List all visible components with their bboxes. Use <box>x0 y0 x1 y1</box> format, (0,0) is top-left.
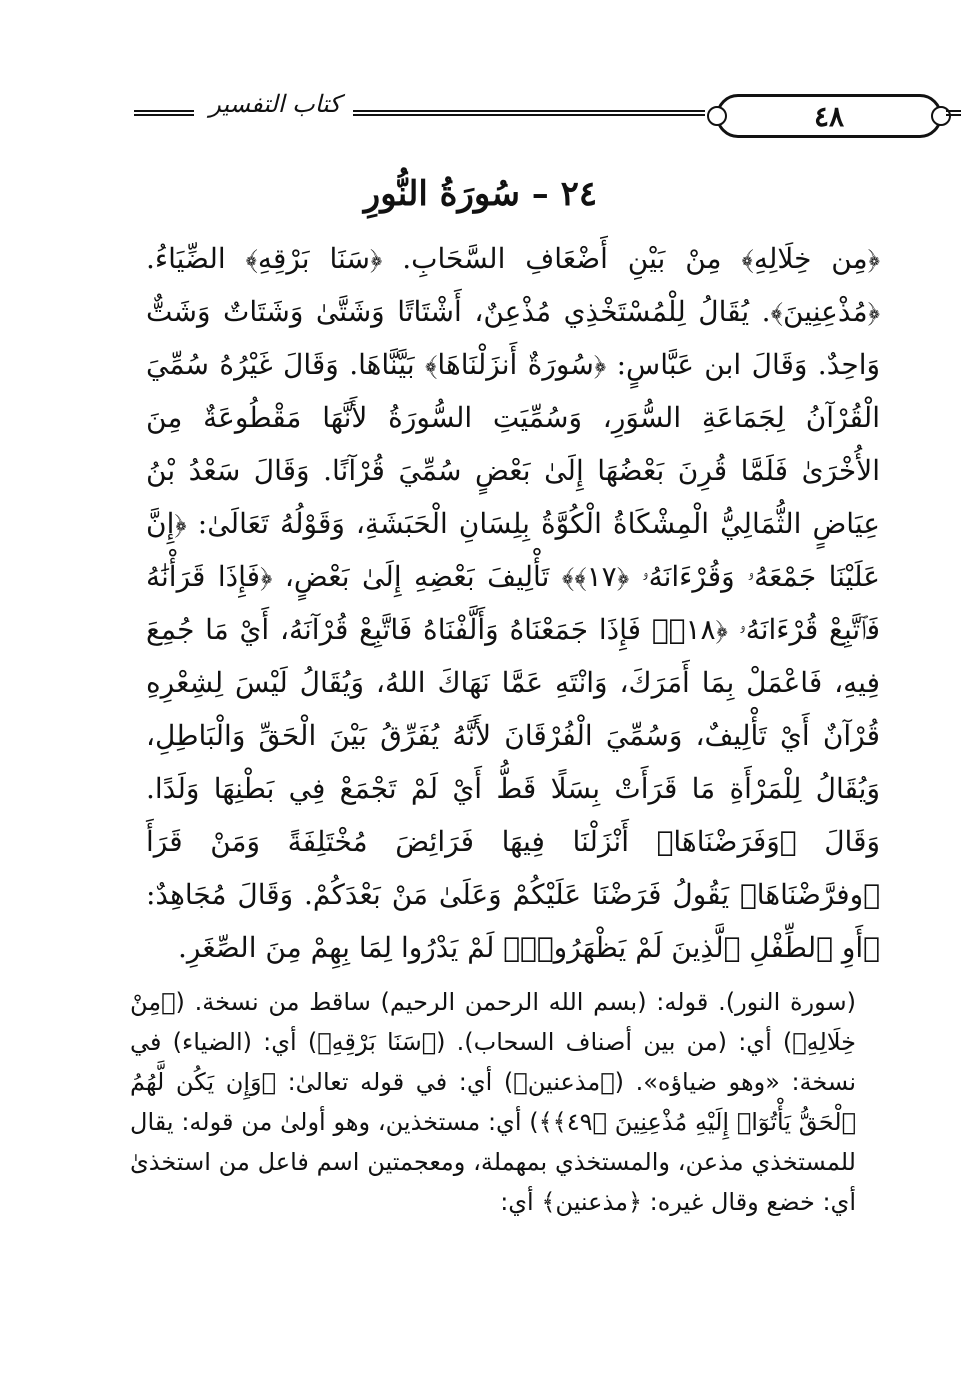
header-rule-middle <box>353 110 705 116</box>
main-text-paragraph: ﴿مِن خِلَالِهِ﴾ مِنْ بَيْنِ أَضْعَافِ السَّحَابِ. ﴿سَنَا بَرْقِهِ﴾ الضِّيَاءُ. ﴿مُذْعِنِينَ﴾. يُقَالُ لِلْمُسْتَخْذِي مُذْعِنٌ، أَشْتَاتًا وَشَتَّىٰ وَشَتَاتٌ وَشَتٌّ وَاحِدٌ. وَقَالَ ابن عَبَّاسٍ: ﴿سُورَةٌ أَنزَلْنَاهَا﴾ بَيَّنَّاهَا. وَقَالَ غَيْرُهُ سُمِّيَ الْقُرْآنُ لِجَمَاعَةِ السُّوَرِ، وَسُمِّيَتِ السُّورَةُ لأَنَّهَا مَقْطُوعَةٌ مِنَ الأُخْرَىٰ فَلَمَّا قُرِنَ بَعْضُهَا إِلَىٰ بَعْضٍ سُمِّيَ قُرْآنًا. وَقَالَ سَعْدُ بْنُ عِيَاضٍ الثُّمَالِيُّ الْمِشْكَاةُ الْكُوَّةُ بِلِسَانِ الْحَبَشَةِ، وَقَوْلُهُ تَعَالَىٰ: ﴿إِنَّ عَلَيْنَا جَمْعَهُۥ وَقُرْءَانَهُۥ ﴿١٧﴾﴾ تَأْلِيفَ بَعْضِهِ إِلَىٰ بَعْضٍ، ﴿فَإِذَا قَرَأْنَٰهُ فَٱتَّبِعْ قُرْءَانَهُۥ ﴿١٨﴾﴾ فَإِذَا جَمَعْنَاهُ وَأَلَّفْنَاهُ فَاتَّبِعْ قُرْآنَهُ، أَيْ مَا جُمِعَ فِيهِ، فَاعْمَلْ بِمَا أَمَرَكَ، وَانْتَهِ عَمَّا نَهَاكَ اللهُ، وَيُقَالُ لَيْسَ لِشِعْرِهِ قُرْآنٌ أَيْ تَأْلِيفٌ، وَسُمِّيَ الْفُرْقَانَ لأَنَّهُ يُفَرِّقُ بَيْنَ الْحَقِّ وَالْبَاطِلِ، وَيُقَالُ لِلْمَرْأَةِ مَا قَرَأَتْ بِسَلًا قَطُّ أَيْ لَمْ تَجْمَعْ فِي بَطْنِهَا وَلَدًا. وَقَالَ ﴿وَفَرَضْنَاهَا﴾ أَنْزَلْنَا فِيهَا فَرَائِضَ مُخْتَلِفَةً وَمَنْ قَرَأَ ﴿وفرَّضْنَاهَا﴾ يَقُولُ فَرَضْنَا عَلَيْكُمْ وَعَلَىٰ مَنْ بَعْدَكُمْ. وَقَالَ مُجَاهِدٌ: ﴿أَوِ ٱلطِّفْلِ ٱلَّذِينَ لَمْ يَظْهَرُوا۟﴾ لَمْ يَدْرُوا لِمَا بِهِمْ مِنَ الصِّغَرِ. <box>146 242 880 964</box>
commentary-block <box>130 982 856 1222</box>
page-header <box>128 78 845 148</box>
header-rule-right <box>946 110 961 116</box>
surah-title: ٢٤ – سُورَةُ النُّورِ <box>363 174 598 214</box>
page-number: ٤٨ <box>716 94 942 138</box>
header-rule-left <box>134 110 194 116</box>
hadith-text-block <box>146 232 880 974</box>
commentary-paragraph: (سورة النور). قوله: (بسم الله الرحمن الرحيم) ساقط من نسخة. (﴿مِنْ خِلَالِهِ﴾) أي: (من بين أصناف السحاب). (﴿سَنَا بَرْقِهِ﴾) أي: (الضياء) في نسخة: «وهو ضياؤه». (﴿مذعنين﴾) أي: في قوله تعالىٰ: ﴿وَإِن يَكُن لَّهُمُ ٱلْحَقُّ يَأْتُوٓا۟ إِلَيْهِ مُذْعِنِينَ ﴿٤٩﴾﴾) أي: مستخذين، وهو أولىٰ من قوله: يقال للمستخذي مذعن، والمستخذي بمهملة، ومعجمتين اسم فاعل من استخذىٰ أي: خضع وقال غيره: ﴿مذعنين﴾ أي: <box>130 988 856 1216</box>
running-title: كتاب التفسير <box>209 90 341 118</box>
